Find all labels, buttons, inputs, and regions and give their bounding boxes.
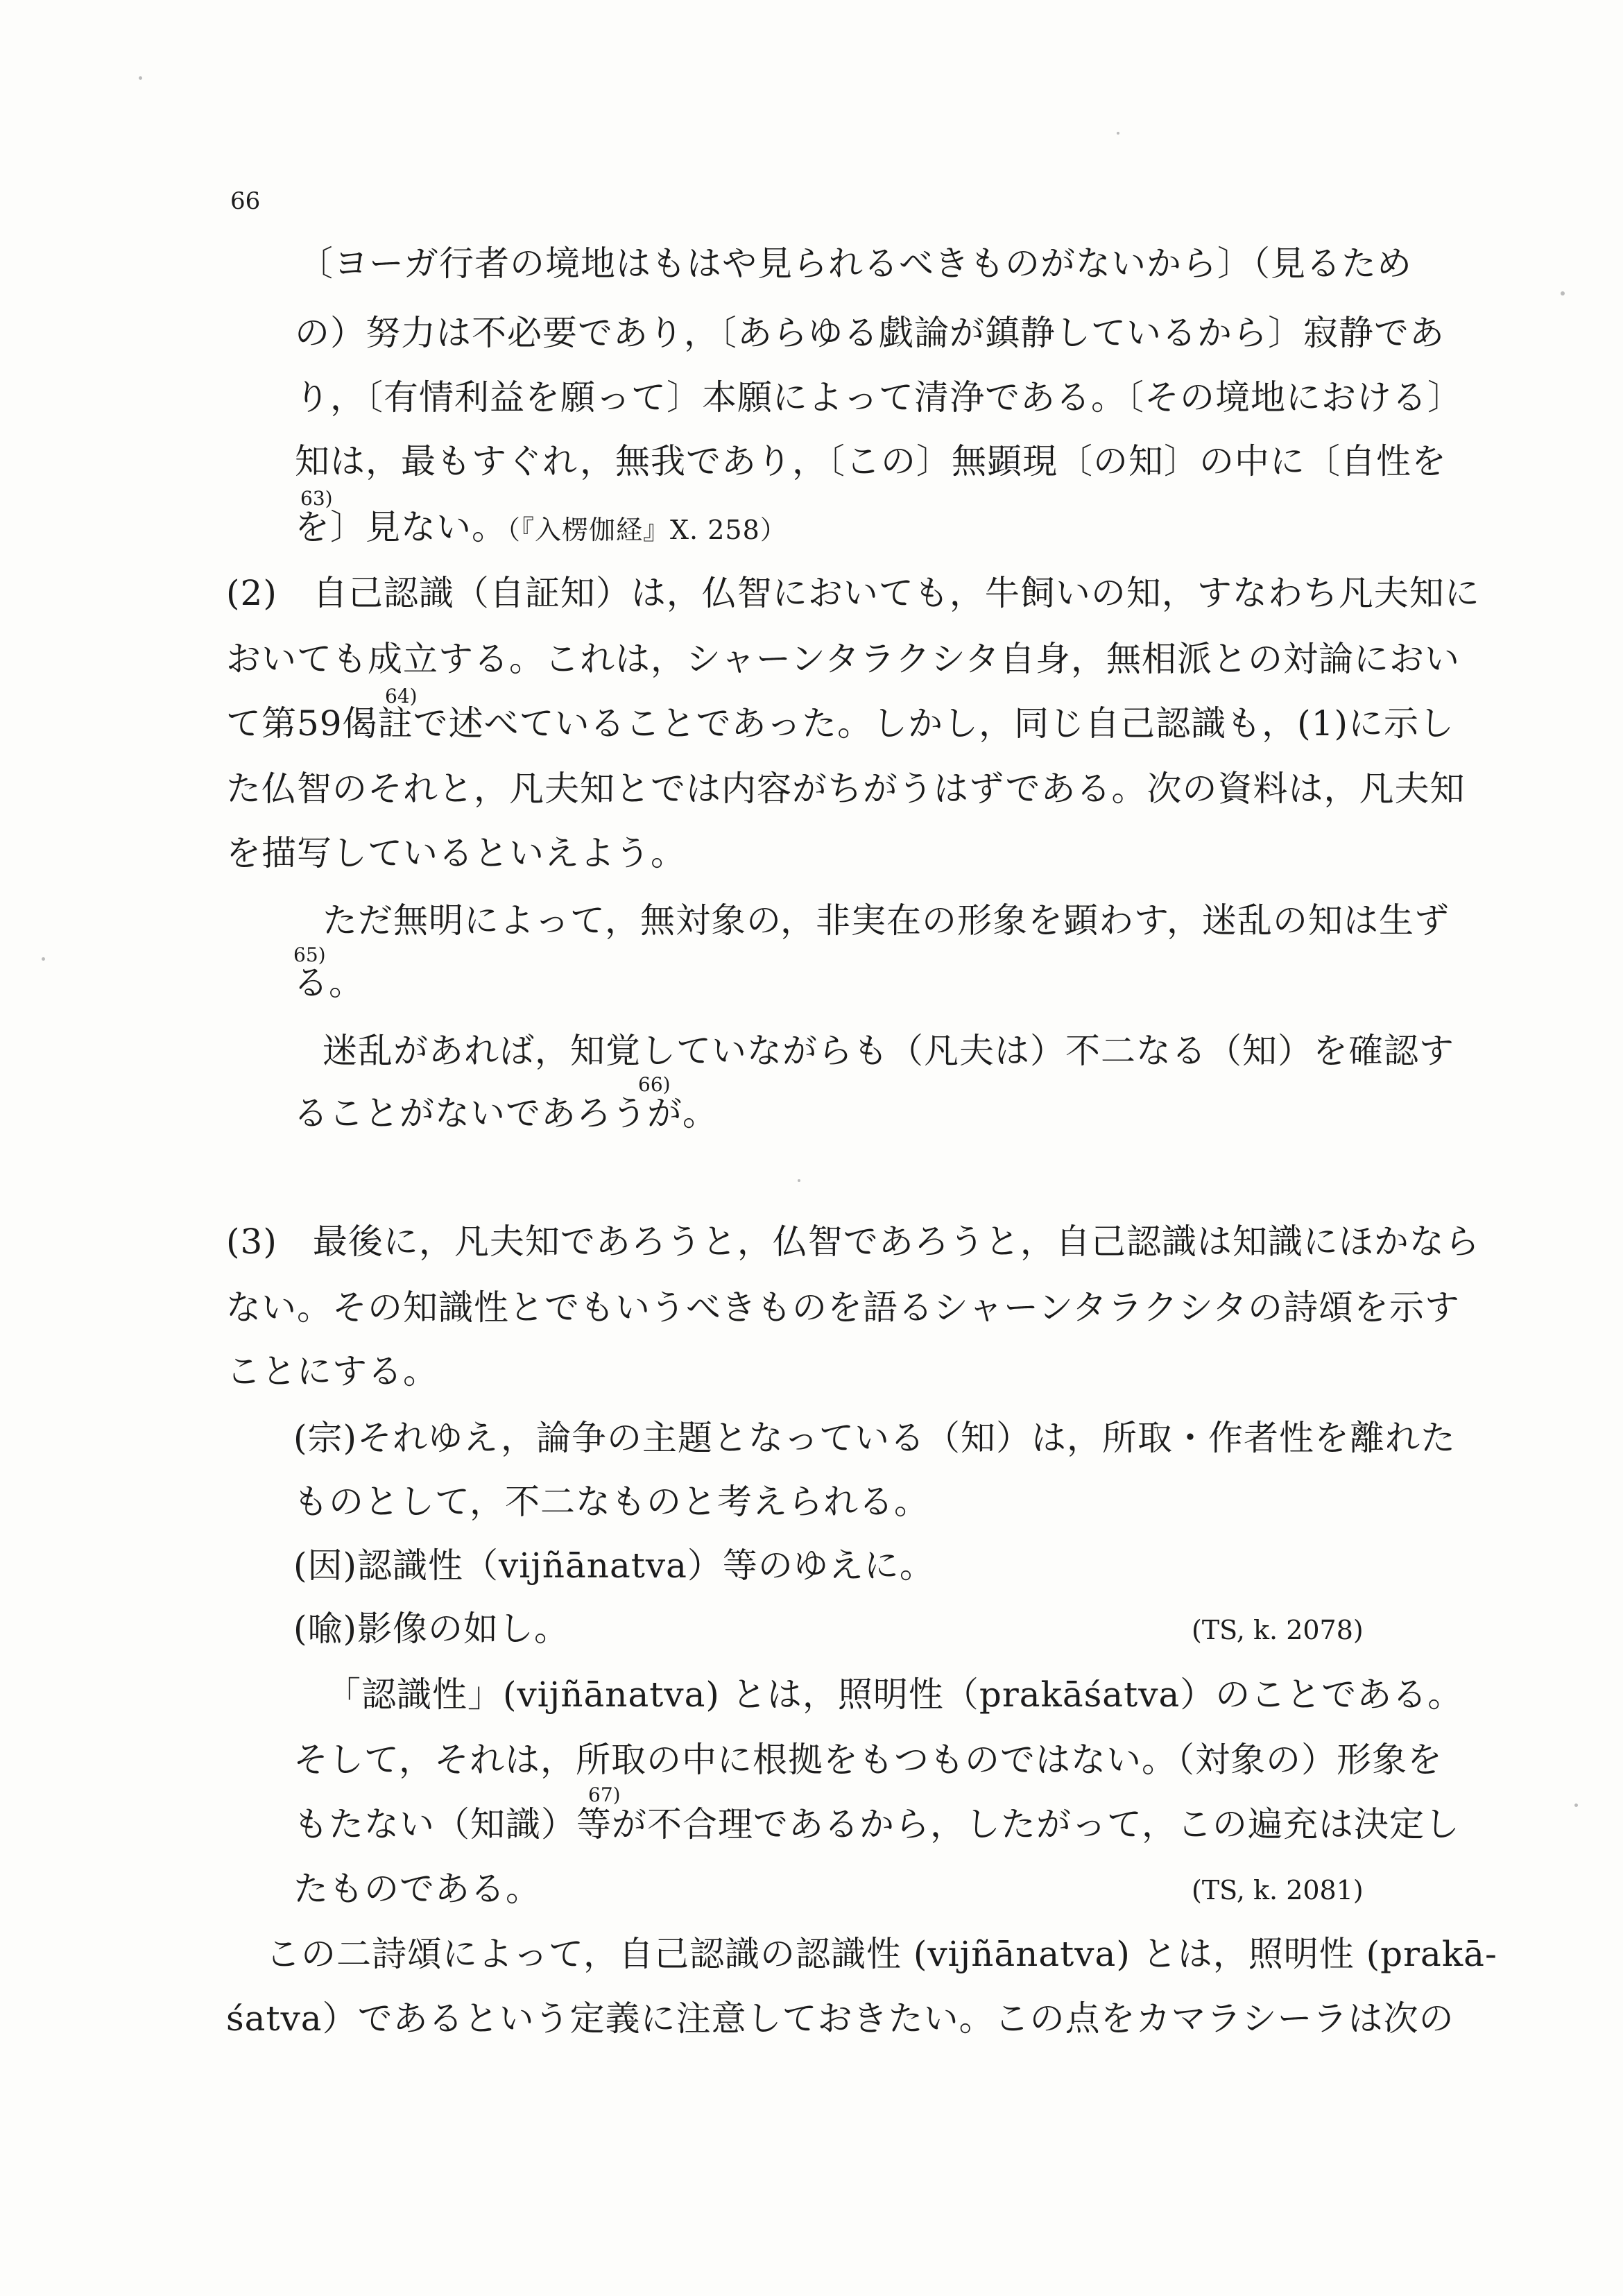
scan-speck xyxy=(1117,132,1119,135)
text-line: (因)認識性（vijñānatva）等のゆえに。 xyxy=(293,1545,935,1586)
text-line: 「認識性」(vijñānatva) とは，照明性（prakāśatva）のことである。 xyxy=(326,1674,1463,1715)
text-line: ことにする。 xyxy=(226,1351,438,1391)
scan-speck xyxy=(139,76,142,80)
text-line: 〔ヨーガ行者の境地はもはや見られるべきものがないから〕（見るため xyxy=(298,243,1412,284)
text-line: śatva）であるという定義に注意しておきたい。この点をカマラシーラは次の xyxy=(226,1998,1454,2039)
text-line: て第59偈註で述べていることであった。しかし，同じ自己認識も，(1)に示し xyxy=(226,703,1454,744)
text-line: 迷乱があれば，知覚していながらも（凡夫は）不二なる（知）を確認す xyxy=(323,1031,1454,1071)
text-line: (宗)それゆえ，論争の主題となっている（知）は，所取・作者性を離れた xyxy=(293,1418,1457,1458)
text-line: の）努力は不必要であり，〔あらゆる戯論が鎮静しているから〕寂静であ xyxy=(295,313,1445,353)
note-marker: 64) xyxy=(385,685,418,708)
scan-speck xyxy=(1561,291,1565,295)
text-line: そして，それは，所取の中に根拠をもつものではない。（対象の）形象を xyxy=(293,1740,1443,1780)
scan-speck xyxy=(1574,1804,1578,1807)
text-line: おいても成立する。これは，シャーンタラクシタ自身，無相派との対論におい xyxy=(226,639,1460,679)
note-marker: 67) xyxy=(588,1783,621,1806)
note-marker: 63) xyxy=(300,487,333,510)
text-line: を〕見ない。（『入楞伽経』X. 258） xyxy=(295,507,787,547)
text-line: ない。その知識性とでもいうべきものを語るシャーンタラクシタの詩頌を示す xyxy=(226,1287,1460,1328)
text-line: 知は，最もすぐれ，無我であり，〔この〕無顕現〔の知〕の中に〔自性を xyxy=(295,441,1447,481)
note-marker: 66) xyxy=(638,1073,671,1096)
text-line: り，〔有情利益を願って〕本願によって清浄である。〔その境地における〕 xyxy=(295,377,1463,418)
text-line: (2) 自己認識（自証知）は，仏智においても，牛飼いの知，すなわち凡夫知に xyxy=(226,573,1480,613)
text-line: を描写しているといえよう。 xyxy=(226,833,686,873)
text-line: (喩)影像の如し。 xyxy=(293,1609,570,1649)
text-line: (3) 最後に，凡夫知であろうと，仏智であろうと，自己認識は知識にほかなら xyxy=(226,1222,1480,1262)
text-line: る。 xyxy=(293,963,364,1003)
note-marker: 65) xyxy=(293,943,326,966)
citation: (TS, k. 2078) xyxy=(1192,1615,1364,1645)
scan-speck xyxy=(42,957,45,961)
text-line: ものとして，不二なものと考えられる。 xyxy=(293,1482,929,1522)
scan-speck xyxy=(798,1179,800,1182)
citation: （『入楞伽経』X. 258） xyxy=(507,515,787,545)
text-line: ただ無明によって，無対象の，非実在の形象を顕わす，迷乱の知は生ず xyxy=(323,900,1450,941)
text-line: たものである。 xyxy=(293,1869,541,1909)
text-line: もたない（知識）等が不合理であるから，したがって，この遍充は決定し xyxy=(293,1804,1460,1844)
citation: (TS, k. 2081) xyxy=(1192,1875,1364,1905)
text-line: ることがないであろうが。 xyxy=(293,1093,718,1133)
text-line: この二詩頌によって，自己認識の認識性 (vijñānatva) とは，照明性 (prakā- xyxy=(266,1934,1497,1974)
text-line: た仏智のそれと，凡夫知とでは内容がちがうはずである。次の資料は，凡夫知 xyxy=(226,769,1466,809)
page-number: 66 xyxy=(230,187,261,215)
